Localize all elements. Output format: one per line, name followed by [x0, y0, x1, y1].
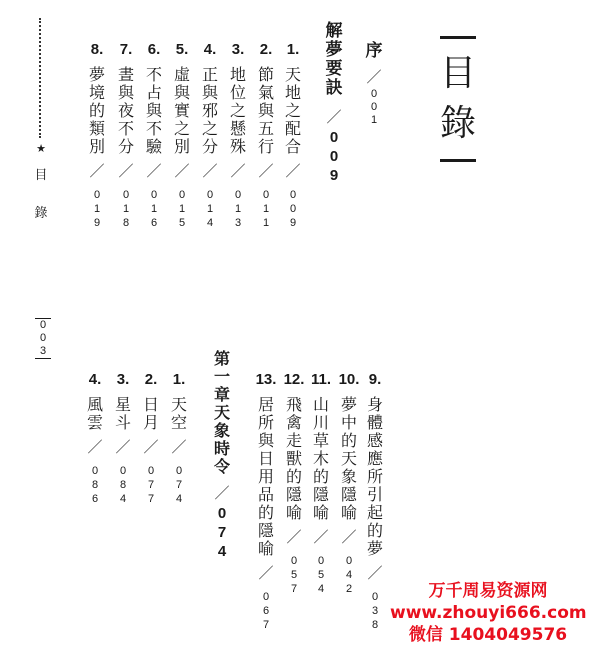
entry-number: 4. [203, 41, 217, 58]
entry-page-digits: 074 [175, 465, 183, 505]
entry-number: 2. [259, 41, 273, 58]
page-number-digit: 0 [39, 319, 47, 331]
heading-char-2: 錄 [439, 103, 476, 144]
toc-entry[interactable] [308, 372, 334, 596]
entry-title: 星斗 [114, 395, 131, 432]
entry-title: 第一章 天象時令 [213, 349, 247, 476]
entry-slash: ／ [367, 564, 383, 582]
entry-title: 正與邪之分 [201, 65, 218, 156]
toc-entry[interactable] [113, 42, 139, 230]
entry-title: 解夢要訣 [325, 21, 343, 98]
entry-page-digits: 009 [329, 129, 339, 184]
entry-page-digits: 057 [290, 555, 298, 595]
heading-top-rule [440, 36, 476, 39]
toc-entry[interactable] [336, 372, 362, 596]
page-number [35, 318, 51, 359]
entry-number: 13. [255, 371, 277, 388]
entry-number: 10. [338, 371, 360, 388]
entry-page-digits: 001 [370, 88, 378, 126]
entry-page-digits: 084 [119, 465, 127, 505]
entry-title: 居所與日用品的隱喻 [257, 395, 274, 558]
side-label-char-1: 目 [34, 168, 48, 183]
entry-number: 1. [172, 371, 186, 388]
page-number-digit: 3 [39, 345, 47, 357]
entry-page-digits: 038 [371, 591, 379, 631]
entry-title: 日月 [142, 395, 159, 432]
entry-page-digits: 054 [317, 555, 325, 595]
entry-page-digits: 015 [178, 189, 186, 229]
page-number-bottom-rule [35, 358, 51, 359]
entry-slash: ／ [174, 162, 190, 180]
entry-page-digits: 074 [217, 505, 227, 560]
toc-heading [438, 36, 478, 162]
entry-page-digits: 011 [262, 189, 270, 229]
entry-slash: ／ [214, 484, 230, 502]
entry-page-digits: 013 [234, 189, 242, 229]
toc-entry[interactable] [253, 372, 279, 632]
entry-slash: ／ [202, 162, 218, 180]
entry-slash: ／ [89, 162, 105, 180]
toc-entry[interactable] [84, 42, 110, 230]
page-number-digit: 0 [39, 332, 47, 344]
entry-number: 4. [88, 371, 102, 388]
toc-entry[interactable] [225, 42, 251, 230]
entry-number: 2. [144, 371, 158, 388]
entry-number: 3. [231, 41, 245, 58]
entry-slash: ／ [313, 528, 329, 546]
toc-entry[interactable] [169, 42, 195, 230]
entry-title: 不占與不驗 [145, 65, 162, 156]
entry-number: 1. [286, 41, 300, 58]
toc-entry[interactable] [166, 372, 192, 506]
entry-number: 7. [119, 41, 133, 58]
entry-number: 11. [310, 371, 332, 388]
toc-section-header[interactable] [322, 22, 346, 185]
entry-title: 天地之配合 [284, 65, 301, 156]
entry-page-digits: 009 [289, 189, 297, 229]
entry-title: 晝與夜不分 [117, 65, 134, 156]
toc-entry[interactable] [362, 372, 388, 632]
entry-title: 天空 [170, 395, 187, 432]
toc-entry[interactable] [138, 372, 164, 506]
entry-slash: ／ [285, 162, 301, 180]
entry-slash: ／ [366, 68, 382, 86]
dotted-leader [39, 18, 43, 138]
watermark [390, 580, 586, 646]
entry-title: 序 [365, 41, 383, 61]
entry-page-digits: 018 [122, 189, 130, 229]
entry-number: 3. [116, 371, 130, 388]
side-label [30, 18, 52, 226]
entry-title: 夢中的天象隱喻 [340, 395, 357, 522]
entry-title: 風雲 [86, 395, 103, 432]
entry-title: 虛與實之別 [173, 65, 190, 156]
entry-number: 12. [283, 371, 305, 388]
entry-slash: ／ [146, 162, 162, 180]
entry-number: 6. [147, 41, 161, 58]
watermark-line-3: 微信 1404049576 [408, 625, 568, 645]
star-icon: ★ [36, 142, 46, 155]
entry-slash: ／ [87, 438, 103, 456]
entry-title: 地位之懸殊 [229, 65, 246, 156]
entry-page-digits: 086 [91, 465, 99, 505]
entry-title: 山川草木的隱喻 [312, 395, 329, 522]
toc-chapter-header[interactable] [210, 349, 247, 561]
toc-entry[interactable] [281, 372, 307, 596]
watermark-line-2: www.zhouyi666.com [390, 603, 587, 623]
entry-slash: ／ [115, 438, 131, 456]
entry-slash: ／ [258, 564, 274, 582]
entry-slash: ／ [143, 438, 159, 456]
entry-slash: ／ [171, 438, 187, 456]
heading-char-1: 目 [439, 53, 476, 94]
entry-page-digits: 014 [206, 189, 214, 229]
entry-title: 飛禽走獸的隱喻 [285, 395, 302, 522]
entry-slash: ／ [286, 528, 302, 546]
entry-title: 節氣與五行 [257, 65, 274, 156]
entry-slash: ／ [118, 162, 134, 180]
toc-entry[interactable] [82, 372, 108, 506]
entry-page-digits: 016 [150, 189, 158, 229]
entry-slash: ／ [341, 528, 357, 546]
entry-page-digits: 019 [93, 189, 101, 229]
heading-bottom-rule [440, 159, 476, 162]
entry-slash: ／ [258, 162, 274, 180]
entry-page-digits: 042 [345, 555, 353, 595]
toc-entry-preface[interactable] [364, 42, 384, 127]
entry-slash: ／ [326, 108, 342, 126]
toc-entry[interactable] [110, 372, 136, 506]
entry-number: 9. [368, 371, 382, 388]
entry-number: 5. [175, 41, 189, 58]
entry-slash: ／ [230, 162, 246, 180]
entry-title: 身體感應所引起的夢 [366, 395, 383, 558]
entry-title: 夢境的類別 [88, 65, 105, 156]
entry-page-digits: 077 [147, 465, 155, 505]
watermark-line-1: 万千周易资源网 [428, 581, 548, 601]
toc-entry[interactable] [253, 42, 279, 230]
toc-entry[interactable] [197, 42, 223, 230]
toc-entry[interactable] [280, 42, 306, 230]
entry-number: 8. [90, 41, 104, 58]
entry-page-digits: 067 [262, 591, 270, 631]
toc-entry[interactable] [141, 42, 167, 230]
side-label-char-2: 錄 [34, 206, 48, 221]
